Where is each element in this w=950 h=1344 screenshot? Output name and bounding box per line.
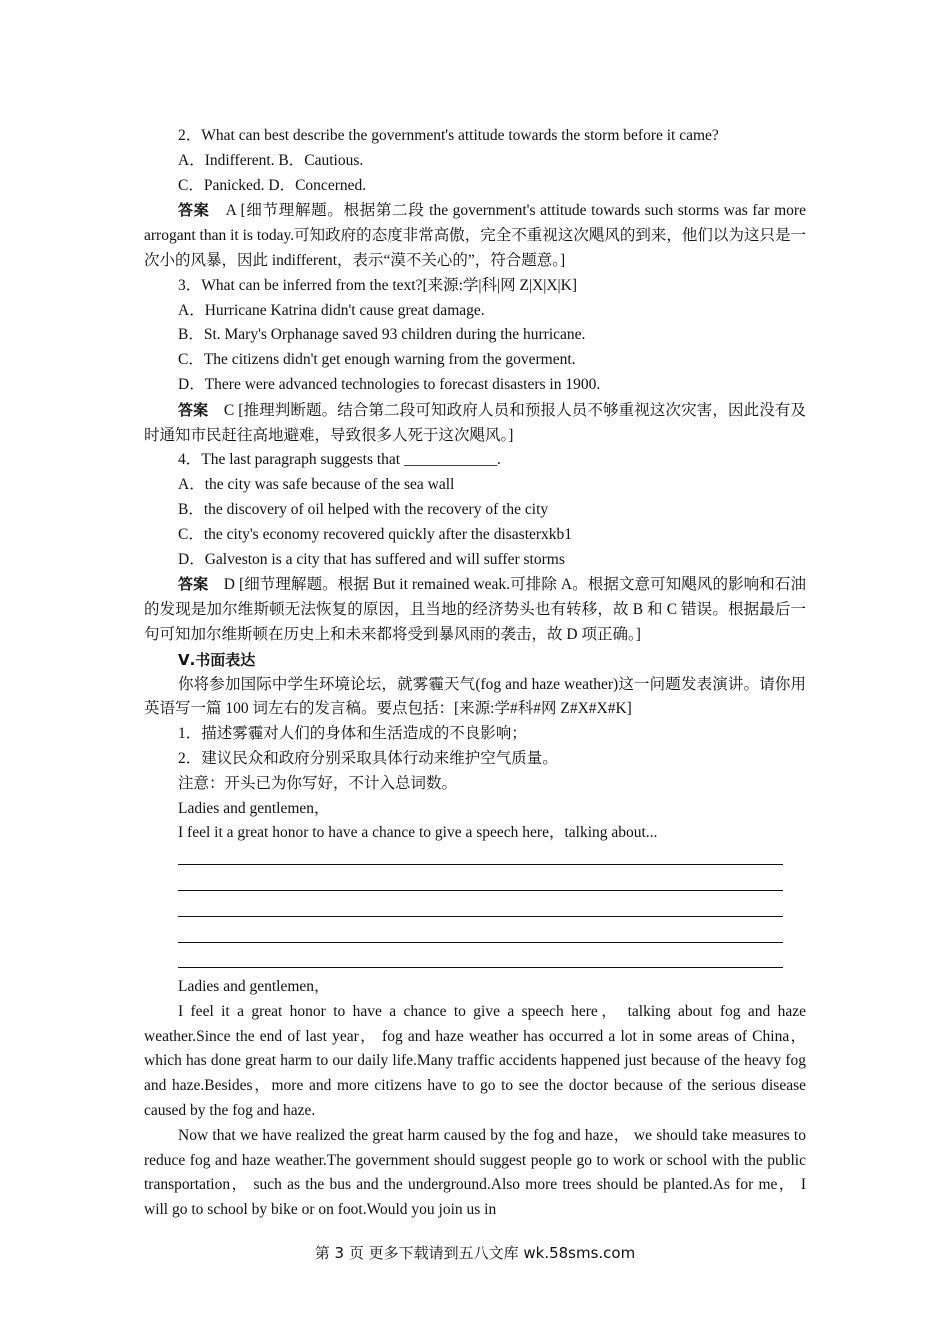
answer-line[interactable] [178,846,783,865]
q3-answer-text: C [推理判断题。结合第二段可知政府人员和预报人员不够重视这次灾害，因此没有及时通知市民赶往高地避难，导致很多人死于这次飓风。] [144,401,806,444]
q3-option-d: D．There were advanced technologies to forecast disasters in 1900. [178,375,601,393]
writing-point-2: 2．建议民众和政府分别采取具体行动来维护空气质量。 [178,749,558,767]
answer-label: 答案 [178,201,210,220]
writing-greeting: Ladies and gentlemen， [178,799,330,817]
answer-label: 答案 [178,575,209,594]
writing-point-1: 1．描述雾霾对人们的身体和生活造成的不良影响； [178,725,527,743]
model-paragraph-1: I feel it a great honor to have a chance to give a speech here， talking about fog and haze weather.Since the end of last year， fog and haze weather has occurred a lot in some areas of China，which has done great harm to our daily life.Many traffic accidents happened just because of the heavy fog and haze.Besides，more and more citizens have to go to see the doctor because of the serious disease caused by the fog and haze. [144,1002,806,1120]
answer-label: 答案 [178,400,209,419]
q4-option-b: B．the discovery of oil helped with the recovery of the city [178,500,549,518]
section-title: Ⅴ.书面表达 [178,650,256,669]
model-greeting: Ladies and gentlemen， [178,978,330,996]
q3-option-b: B．St. Mary's Orphanage saved 93 children during the hurricane. [178,326,586,344]
page-footer: 第 3 页 更多下载请到五八文库 wk.58sms.com [314,1244,636,1262]
answer-line[interactable] [178,898,783,917]
q3-answer [144,398,806,449]
writing-note: 注意：开头已为你写好，不计入总词数。 [178,774,458,792]
q4-question: 4．The last paragraph suggests that ____________. [178,451,501,469]
q3-option-c: C．The citizens didn't get enough warning from the goverment. [178,351,576,369]
answer-line[interactable] [178,872,783,891]
q4-answer [144,572,806,647]
answer-line[interactable] [178,924,783,943]
q4-option-c: C．the city's economy recovered quickly after the disasterxkb1 [178,525,573,543]
q2-options-cd: C．Panicked. D．Concerned. [178,176,367,194]
answer-line[interactable] [178,949,783,968]
q4-option-d: D．Galveston is a city that has suffered and will suffer storms [178,550,565,568]
q3-option-a: A．Hurricane Katrina didn't cause great damage. [178,301,485,319]
writing-opening: I feel it a great honor to have a chance to give a speech here，talking about... [178,824,658,842]
q3-question: 3．What can be inferred from the text?[来源:学|科|网 Z|X|X|K] [178,276,578,294]
q2-options-ab: A．Indifferent. B．Cautious. [178,151,364,169]
q4-answer-text: D [细节理解题。根据 But it remained weak.可排除 A。根据文意可知飓风的影响和石油的发现是加尔维斯顿无法恢复的原因，且当地的经济势头也有转移，故 B 和 C 错误。根据最后一句可知加尔维斯顿在历史上和未来都将受到暴风雨的袭击，故 D 项正确。] [144,576,806,643]
q2-question: 2．What can best describe the government's attitude towards the storm before it came? [178,127,719,144]
document-page [144,124,806,1223]
q4-option-a: A．the city was safe because of the sea wall [178,476,455,494]
q2-answer-text: A [细节理解题。根据第二段 the government's attitude towards such storms was far more arrogant than it is today.可知政府的态度非常高傲，完全不重视这次飓风的到来，他们以为这只是一次小的风暴，因此 indifferent，表示“漠不关心的”，符合题意。] [144,202,806,269]
writing-prompt: 你将参加国际中学生环境论坛，就雾霾天气(fog and haze weather)这一问题发表演讲。请你用英语写一篇 100 词左右的发言稿。要点包括：[来源:学#科#网 Z#X#X#K] [144,675,806,718]
q2-answer [144,198,806,273]
model-paragraph-2: Now that we have realized the great harm caused by the fog and haze， we should take measures to reduce fog and haze weather.The government should suggest people go to work or school with the public transportation， such as the bus and the underground.Also more trees should be planted.As for me， I will go to school by bike or on foot.Would you join us in [144,1126,806,1219]
